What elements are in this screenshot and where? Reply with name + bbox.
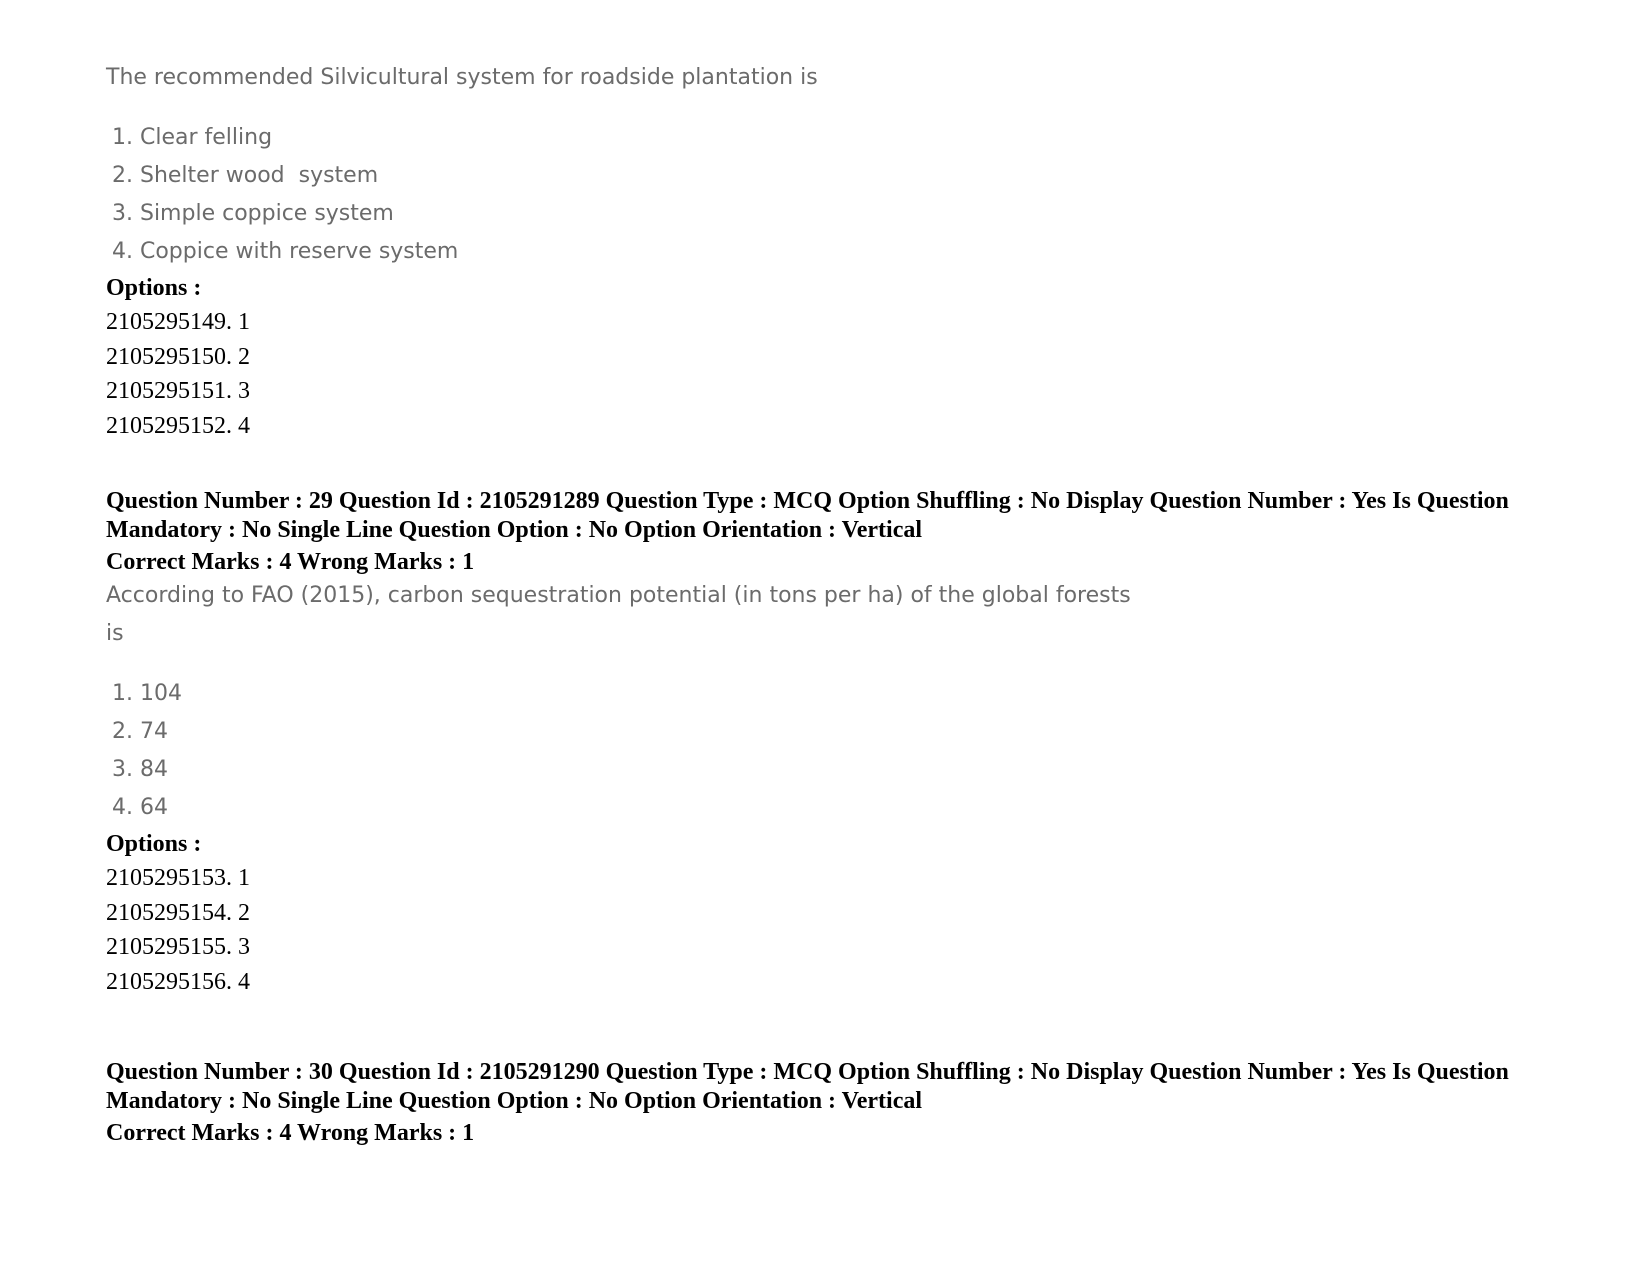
choice-item: 3. 84 — [112, 757, 168, 782]
question-text-line-1: According to FAO (2015), carbon sequestration potential (in tons per ha) of the global forests — [106, 583, 1131, 608]
option-item: 2105295156. 4 — [106, 968, 250, 995]
question-marks: Correct Marks : 4 Wrong Marks : 1 — [106, 549, 475, 575]
question-meta: Question Number : 29 Question Id : 2105291289 Question Type : MCQ Option Shuffling : No Display Question Number : Yes Is Question Mandatory : No Single Line Question Option : No Option Orientation : Vertical — [106, 488, 1509, 543]
question-block-28 — [106, 59, 1546, 443]
choice-list — [106, 119, 1546, 271]
options-label: Options : — [106, 831, 202, 857]
option-item: 2105295151. 3 — [106, 378, 250, 404]
question-text: The recommended Silvicultural system for roadside plantation is — [106, 65, 818, 90]
choice-item: 4. Coppice with reserve system — [112, 239, 459, 264]
question-marks: Correct Marks : 4 Wrong Marks : 1 — [106, 1120, 475, 1146]
option-item: 2105295152. 4 — [106, 412, 250, 439]
question-text-line-2: is — [106, 621, 124, 646]
choice-item: 1. 104 — [112, 681, 182, 706]
option-item: 2105295149. 1 — [106, 309, 250, 335]
question-block-30 — [106, 1058, 1546, 1150]
options-list — [106, 861, 1546, 999]
choice-item: 3. Simple coppice system — [112, 201, 394, 226]
choice-item: 4. 64 — [112, 795, 168, 820]
option-item: 2105295153. 1 — [106, 865, 250, 891]
question-block-29 — [106, 487, 1546, 999]
option-item: 2105295155. 3 — [106, 934, 250, 960]
choice-list — [106, 675, 1546, 827]
options-list — [106, 305, 1546, 443]
options-label: Options : — [106, 275, 202, 301]
option-item: 2105295154. 2 — [106, 899, 250, 926]
choice-item: 2. 74 — [112, 719, 168, 744]
choice-item: 1. Clear felling — [112, 125, 273, 150]
question-meta: Question Number : 30 Question Id : 2105291290 Question Type : MCQ Option Shuffling : No Display Question Number : Yes Is Question Mandatory : No Single Line Question Option : No Option Orientation : Vertical — [106, 1059, 1509, 1114]
choice-item: 2. Shelter wood system — [112, 163, 379, 188]
option-item: 2105295150. 2 — [106, 343, 250, 370]
